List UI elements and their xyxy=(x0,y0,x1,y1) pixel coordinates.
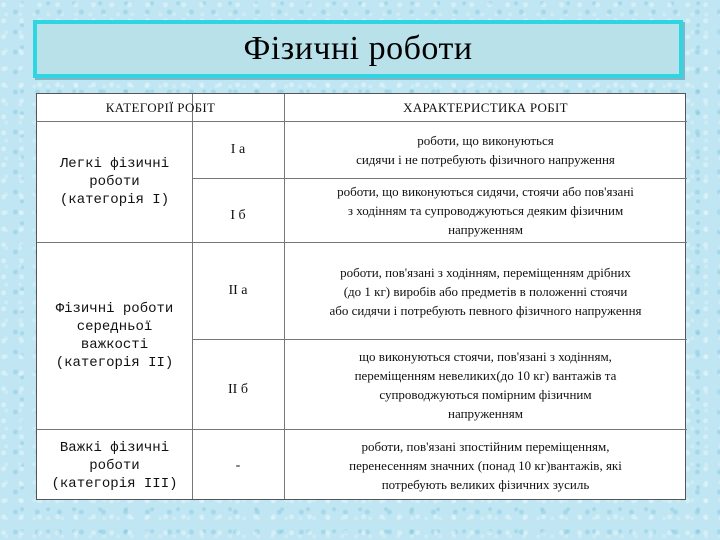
description-iib: що виконуються стоячи, пов'язані з ходінням, переміщенням невеликих(до 10 кг) вантажів та супроводжуються помірним фізичним напруженням xyxy=(354,348,617,421)
title-box xyxy=(33,20,683,78)
subcategory-iii: - xyxy=(235,457,241,473)
page-title: Фізичні роботи xyxy=(243,30,473,67)
header-characteristics: ХАРАКТЕРИСТИКА РОБІТ xyxy=(403,99,568,115)
category-light: Легкі фізичні роботи (категорія І) xyxy=(59,156,170,208)
subcategory-iib: ІІ б xyxy=(228,381,248,397)
work-categories-table xyxy=(36,93,686,500)
header-categories: КАТЕГОРІЇ РОБІТ xyxy=(105,99,216,115)
category-heavy: Важкі фізичні роботи (категорія ІІІ) xyxy=(51,439,178,492)
subcategory-ib: І б xyxy=(230,207,246,223)
description-ib: роботи, що виконуються сидячи, стоячи або пов'язані з ходінням та супроводжуються деяким фізичним напруженням xyxy=(337,184,634,237)
category-medium: Фізичні роботи середньої важкості (категорія ІІ) xyxy=(55,301,174,371)
subcategory-iia: ІІ а xyxy=(228,283,248,298)
subcategory-ia: І а xyxy=(230,142,246,157)
description-iia: роботи, пов'язані з ходінням, переміщенням дрібних (до 1 кг) виробів або предметів в положенні стоячи або сидячи і потребують певного фізичного напруження xyxy=(329,264,642,318)
description-iii: роботи, пов'язані зпостійним переміщенням, перенесенням значних (понад 10 кг)вантажів, які потребують великих фізичних зусиль xyxy=(349,439,622,492)
description-ia: роботи, що виконуються сидячи і не потребують фізичного напруження xyxy=(356,133,615,167)
